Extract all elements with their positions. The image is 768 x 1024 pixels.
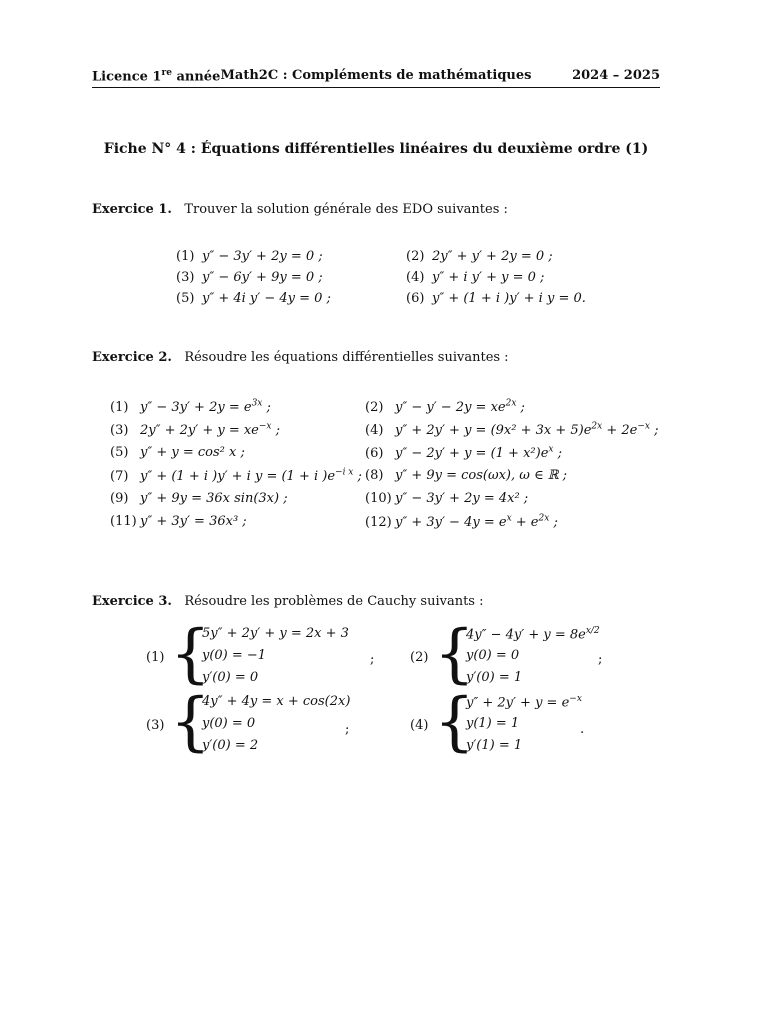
system-number: (3) — [146, 718, 165, 733]
equation-number: (11) — [110, 514, 137, 529]
system-line: y′(0) = 1 — [466, 670, 523, 685]
equation-text: y″ + (1 + i )y′ + i y = (1 + i )$e^{-i x}$ ; — [140, 468, 362, 485]
equation-item — [406, 249, 553, 264]
left-brace: { — [170, 617, 211, 691]
equation-number: (2) — [365, 400, 384, 416]
equation-item — [365, 514, 558, 530]
left-brace: { — [434, 617, 475, 691]
equation-item — [176, 249, 323, 264]
equation-text: 2y″ + y′ + 2y = 0 ; — [432, 249, 553, 264]
equation-number: (12) — [365, 515, 392, 531]
system-end-punctuation: . — [580, 722, 585, 737]
equation-text: $y'' - 3y' + 2y = e^{3x}$ ; — [140, 399, 271, 416]
exercise-2-heading: Exercice 2. Résoudre les équations différentielles suivantes : — [92, 350, 509, 365]
left-brace: { — [434, 685, 475, 759]
system-line: y(1) = 1 — [466, 716, 520, 731]
equation-item — [365, 468, 567, 483]
equation-text: $y'' + 2y' + y = (9x^2 + 3x + 5)e^{2x} + 2e^{-x}$ ; — [395, 422, 659, 439]
system-end-punctuation: ; — [598, 652, 603, 667]
system-line: 4y″ + 4y = x + cos(2x) — [202, 694, 351, 709]
header-right: 2024 – 2025 — [572, 68, 660, 83]
equation-item — [110, 514, 247, 529]
page-title: Fiche N° 4 : Équations différentielles linéaires du deuxième ordre (1) — [103, 141, 649, 157]
system-line: $4y'' - 4y' + y = 8e^{x/2}$ — [466, 626, 600, 643]
equation-item — [365, 399, 525, 415]
equation-item — [406, 270, 544, 285]
system-number: (1) — [146, 650, 165, 665]
equation-number: (5) — [110, 445, 129, 460]
equation-number: (3) — [110, 423, 129, 439]
system-number: (4) — [410, 718, 429, 733]
equation-item — [110, 399, 271, 415]
equation-text: $y'' + 3y' - 4y = e^x + e^{2x}$ ; — [395, 514, 558, 531]
system-line: y′(0) = 0 — [202, 670, 259, 685]
header-left: Licence 1re année — [92, 68, 221, 85]
system-line: y(0) = −1 — [202, 648, 267, 663]
equation-item — [365, 445, 562, 461]
page-header — [92, 68, 660, 88]
equation-text: y″ + (1 + i )y′ + i y = 0. — [432, 291, 586, 306]
equation-number: (1) — [110, 400, 129, 416]
system-line: y′(0) = 2 — [202, 738, 259, 753]
equation-text: y″ + 3y′ = 36x³ ; — [140, 514, 247, 529]
header-rule — [92, 87, 660, 88]
equation-text: $y'' - 2y' + y = (1 + x^2)e^x$ ; — [395, 445, 562, 462]
system-line: y(0) = 0 — [466, 648, 520, 663]
equation-number: (6) — [406, 291, 425, 306]
equation-text: y″ + y = cos² x ; — [140, 445, 245, 460]
system-line: $y'' + 2y' + y = e^{-x}$ — [466, 694, 582, 711]
equation-text: y″ + 9y = cos(ωx), ω ∈ ℝ ; — [395, 468, 568, 483]
equation-number: (3) — [176, 270, 195, 285]
equation-item — [176, 291, 331, 306]
system-number: (2) — [410, 650, 429, 665]
equation-number: (9) — [110, 491, 129, 506]
equation-number: (2) — [406, 249, 425, 264]
equation-item — [365, 491, 528, 506]
system-line: 5y″ + 2y′ + y = 2x + 3 — [202, 626, 349, 641]
equation-item — [406, 291, 586, 306]
equation-text: y″ + 9y = 36x sin(3x) ; — [140, 491, 288, 506]
exercise-3-heading: Exercice 3. Résoudre les problèmes de Cauchy suivants : — [92, 594, 484, 609]
exercise-1-heading: Exercice 1. Trouver la solution générale des EDO suivantes : — [92, 202, 508, 217]
left-brace: { — [170, 685, 211, 759]
equation-text: y″ − 6y′ + 9y = 0 ; — [202, 270, 323, 285]
equation-item — [176, 270, 323, 285]
equation-text: y″ − 3y′ + 2y = 0 ; — [202, 249, 323, 264]
equation-text: y″ + i y′ + y = 0 ; — [432, 270, 545, 285]
equation-text: $2y'' + 2y' + y = xe^{-x}$ ; — [140, 422, 281, 439]
equation-number: (7) — [110, 469, 129, 485]
equation-number: (5) — [176, 291, 195, 306]
equation-item — [110, 422, 280, 438]
equation-item — [110, 468, 362, 484]
equation-item — [110, 445, 245, 460]
header-center: Math2C : Compléments de mathématiques — [220, 68, 532, 83]
system-end-punctuation: ; — [370, 652, 375, 667]
equation-text: $y'' - y' - 2y = xe^{2x}$ ; — [395, 399, 525, 416]
equation-number: (4) — [365, 423, 384, 439]
equation-number: (1) — [176, 249, 195, 264]
system-line: y′(1) = 1 — [466, 738, 523, 753]
equation-item — [110, 491, 288, 506]
equation-text: y″ + 4i y′ − 4y = 0 ; — [202, 291, 331, 306]
equation-item — [365, 422, 659, 438]
equation-number: (6) — [365, 446, 384, 462]
equation-number: (4) — [406, 270, 425, 285]
system-line: y(0) = 0 — [202, 716, 256, 731]
equation-text: y″ − 3y′ + 2y = 4x² ; — [395, 491, 529, 506]
system-end-punctuation: ; — [345, 722, 350, 737]
equation-number: (10) — [365, 491, 392, 506]
equation-number: (8) — [365, 468, 384, 483]
